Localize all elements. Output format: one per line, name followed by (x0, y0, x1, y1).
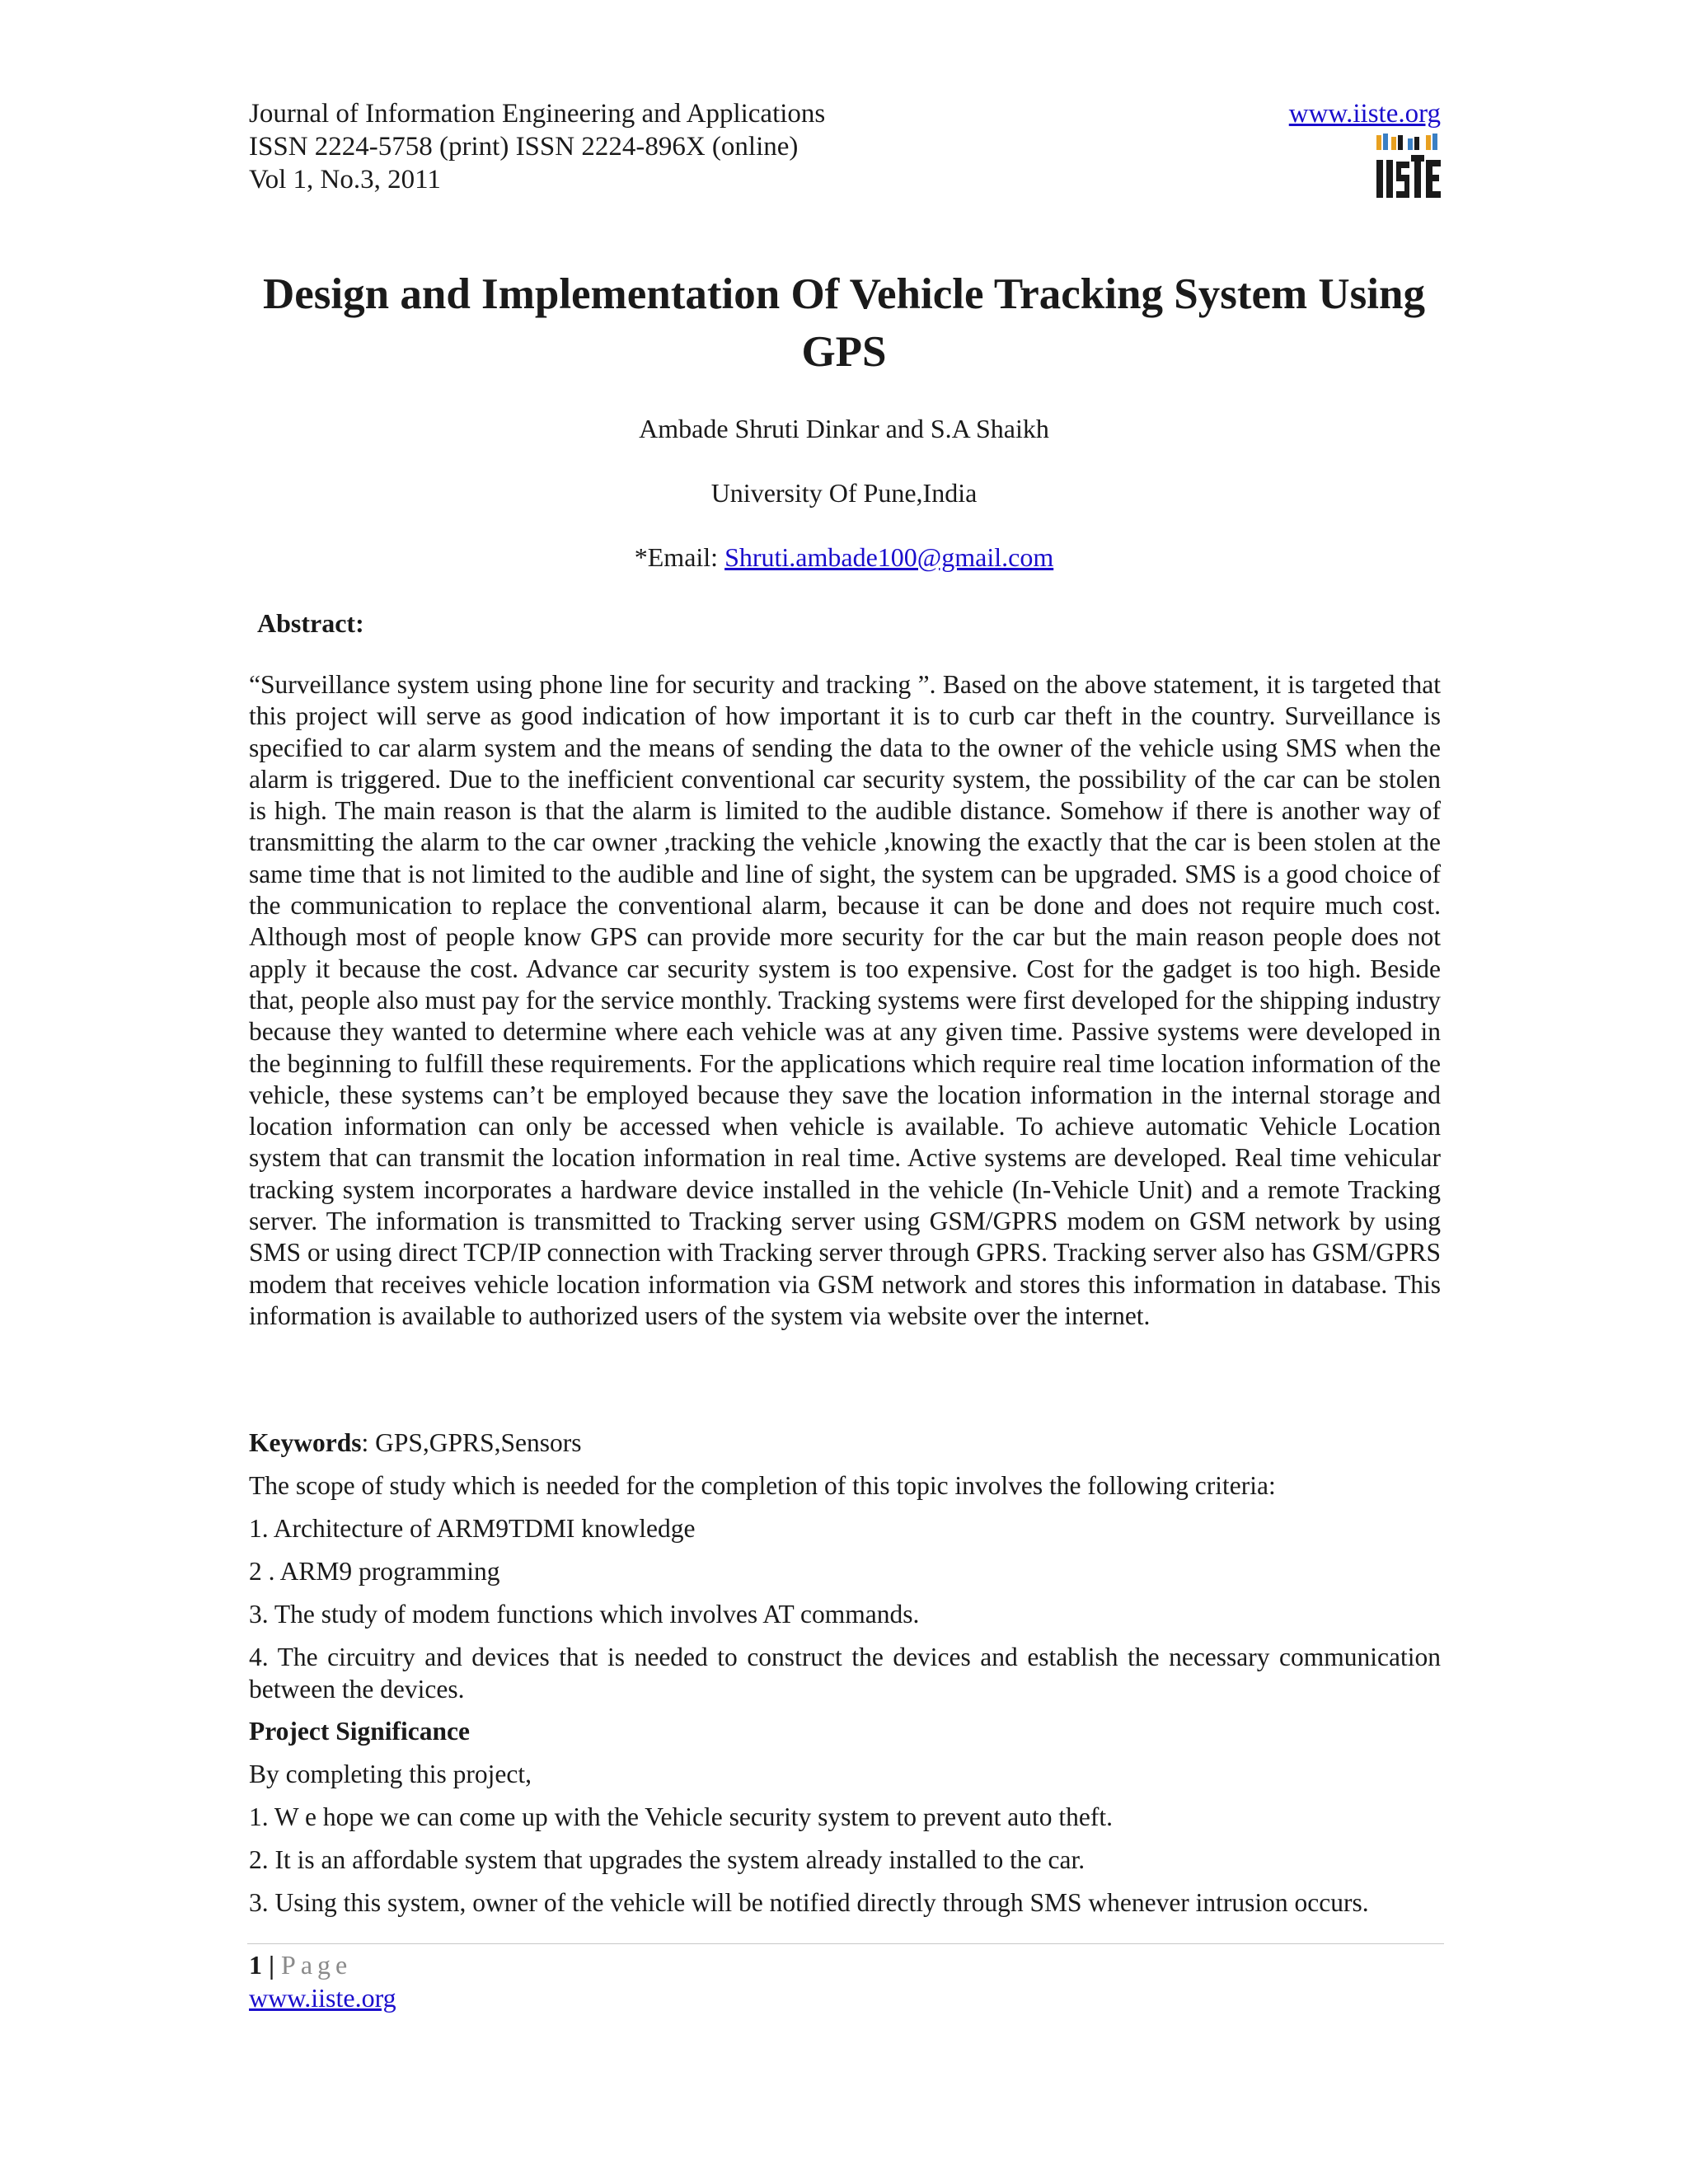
scope-item: 3. The study of modem functions which involves AT commands. (249, 1600, 920, 1629)
paper-email-line (247, 541, 1441, 574)
abstract-heading: Abstract: (257, 608, 364, 638)
significance-heading: Project Significance (249, 1717, 470, 1746)
page-number: 1 (249, 1950, 262, 1980)
iiste-logo-icon (1375, 132, 1442, 201)
significance-item: 3. Using this system, owner of the vehicle will be notified directly through SMS whenever intrusion occurs. (249, 1888, 1369, 1917)
page-separator: | (262, 1950, 282, 1980)
journal-name: Journal of Information Engineering and Applications (249, 99, 826, 129)
significance-item: 1. W e hope we can come up with the Vehicle security system to prevent auto theft. (249, 1802, 1113, 1831)
paper-title: Design and Implementation Of Vehicle Tracking System Using GPS (262, 270, 1425, 376)
email-link[interactable]: Shruti.ambade100@gmail.com (724, 542, 1054, 572)
scope-item: 4. The circuitry and devices that is needed to construct the devices and establish the necessary communication between the devices. (249, 1643, 1441, 1704)
scope-intro: The scope of study which is needed for the completion of this topic involves the following criteria: (249, 1471, 1276, 1500)
footer-divider (247, 1943, 1444, 1944)
email-label: *Email: (634, 542, 725, 572)
header-site-link[interactable]: www.iiste.org (1288, 99, 1441, 129)
significance-intro: By completing this project, (249, 1760, 532, 1788)
journal-volume: Vol 1, No.3, 2011 (249, 165, 441, 194)
paper-affiliation: University Of Pune,India (710, 478, 978, 508)
keywords-line (249, 1427, 1441, 1460)
page-word: Page (281, 1950, 353, 1980)
keywords-label: Keywords (249, 1428, 362, 1457)
page-number-footer (249, 1948, 352, 1981)
paper-authors: Ambade Shruti Dinkar and S.A Shaikh (639, 414, 1049, 443)
keywords-text: : GPS,GPRS,Sensors (361, 1428, 582, 1457)
significance-item: 2. It is an affordable system that upgrades the system already installed to the car. (249, 1845, 1085, 1874)
journal-issn: ISSN 2224-5758 (print) ISSN 2224-896X (online) (249, 132, 799, 162)
abstract-text: “Surveillance system using phone line for security and tracking ”. Based on the above statement, it is targeted that this project will serve as good indication of how important it is to curb car theft in the country. Surveillance is specified to car alarm system and the means of sending the data to the owner of the vehicle using SMS when the alarm is triggered. Due to the inefficient conventional car security system, the possibility of the car can be stolen is high. The main reason is that the alarm is limited to the audible distance. Somehow if there is another way of transmitting the alarm to the car owner ,tracking the vehicle ,knowing the exactly that the car is been stolen at the same time that is not limited to the audible and line of sight, the system can be upgraded. SMS is a good choice of the communication to replace the conventional alarm, because it can be done and does not require much cost. Although most of people know GPS can provide more security for the car but the main reason people does not apply it because the cost. Advance car security system is too expensive. Cost for the gadget is too high. Beside that, people also must pay for the service monthly. Tracking systems were first developed for the shipping industry because they wanted to determine where each vehicle was at any given time. Passive systems were developed in the beginning to fulfill these requirements. For the applications which require real time location information of the vehicle, these systems can’t be employed because they save the location information in the internal storage and location information can only be accessed when vehicle is available. To achieve automatic Vehicle Location system that can transmit the location information in real time. Active systems are developed. Real time vehicular tracking system incorporates a hardware device installed in the vehicle (In-Vehicle Unit) and a remote Tracking server. The information is transmitted to Tracking server using GSM/GPRS modem on GSM network by using SMS or using direct TCP/IP connection with Tracking server through GPRS. Tracking server also has GSM/GPRS modem that receives vehicle location information via GSM network and stores this information in database. This information is available to authorized users of the system via website over the internet. (249, 670, 1441, 1330)
journal-header (249, 97, 825, 196)
scope-item: 2 . ARM9 programming (249, 1557, 500, 1586)
scope-item: 1. Architecture of ARM9TDMI knowledge (249, 1514, 696, 1543)
footer-site-link[interactable]: www.iiste.org (249, 1983, 396, 2013)
